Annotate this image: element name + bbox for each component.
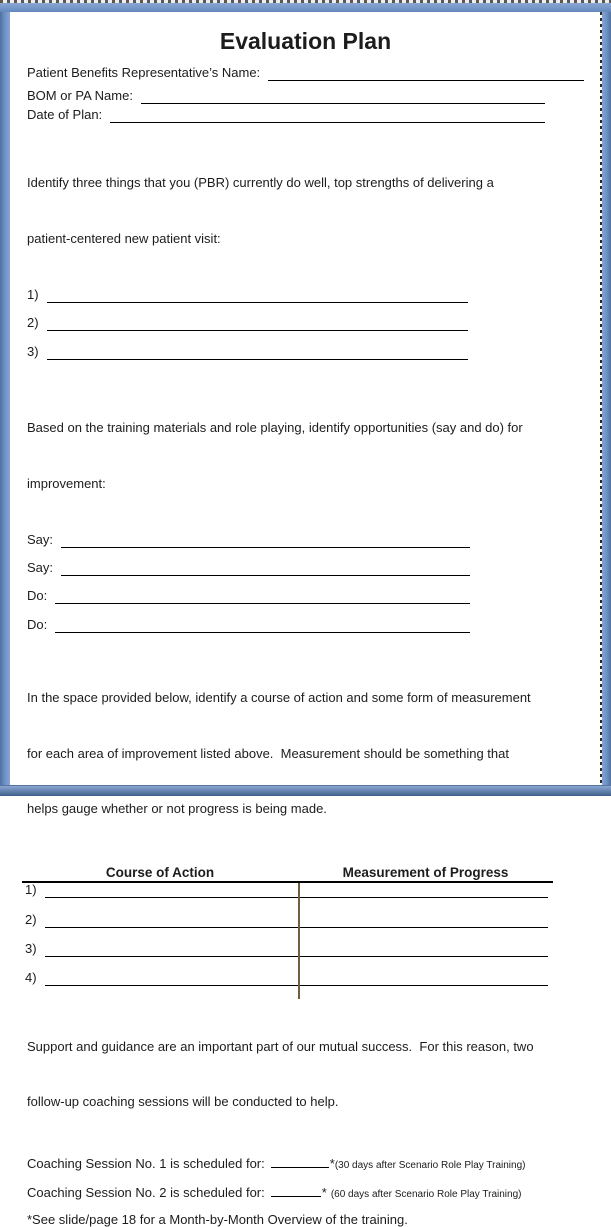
page-border-right: [602, 3, 611, 796]
input-line[interactable]: [141, 103, 545, 104]
column-header-course-of-action: Course of Action: [105, 864, 215, 880]
footnote: *See slide/page 18 for a Month-by-Month Overview of the training.: [27, 1211, 408, 1227]
page-title: Evaluation Plan: [219, 28, 392, 54]
strength-row-1: [27, 285, 584, 303]
input-line[interactable]: [271, 1182, 321, 1197]
input-line[interactable]: [110, 122, 545, 123]
input-line[interactable]: [47, 302, 468, 303]
action-plan-intro: [27, 652, 584, 856]
action-table-row-4: [22, 971, 553, 986]
improvement-list: [27, 530, 584, 633]
do-row-1: [27, 586, 584, 604]
column-header-measurement: Measurement of Progress: [342, 864, 509, 880]
input-line[interactable]: [61, 575, 470, 576]
document-content: [10, 12, 602, 1227]
row-number: 3): [27, 344, 39, 359]
field-row-date: [27, 104, 584, 123]
say-row-2: [27, 558, 584, 576]
page-border-top: [0, 3, 611, 12]
prompt-line: follow-up coaching sessions will be conducted to help.: [27, 1094, 339, 1109]
row-label: Do:: [27, 588, 48, 603]
strength-row-3: [27, 342, 584, 360]
prompt-line: In the space provided below, identify a course of action and some form of measurement: [27, 690, 531, 705]
prompt-line: helps gauge whether or not progress is being made.: [27, 801, 327, 816]
prompt-line: Based on the training materials and role playing, identify opportunities (say and do) for: [27, 420, 523, 435]
action-table-header: [22, 865, 553, 883]
coaching-session-2-row: [27, 1182, 584, 1203]
coaching-session-1-row: [27, 1153, 584, 1174]
row-label: Do:: [27, 617, 48, 632]
session-label: Coaching Session No. 2 is scheduled for:: [27, 1184, 265, 1200]
prompt-line: patient-centered new patient visit:: [27, 230, 221, 246]
say-row-1: [27, 530, 584, 548]
asterisk: *: [329, 1155, 335, 1171]
session-note: (60 days after Scenario Role Play Training): [330, 1188, 522, 1200]
field-row-bom-name: [27, 81, 584, 104]
row-number: 1): [25, 881, 37, 897]
action-table-row-3: [22, 942, 553, 957]
input-line[interactable]: [47, 359, 468, 360]
action-table-row-1: [22, 883, 553, 898]
input-line[interactable]: [268, 80, 584, 81]
input-line[interactable]: [55, 632, 470, 633]
prompt-line: Identify three things that you (PBR) currently do well, top strengths of delivering a: [27, 175, 494, 190]
input-line[interactable]: [45, 927, 548, 928]
row-number: 2): [25, 911, 37, 927]
strengths-prompt: [27, 137, 584, 285]
row-label: Say:: [27, 560, 54, 575]
prompt-line: Support and guidance are an important part of our mutual success. For this reason, two: [27, 1038, 534, 1054]
strength-row-2: [27, 313, 584, 331]
coaching-intro: [27, 1001, 584, 1149]
field-label: BOM or PA Name:: [27, 88, 133, 103]
input-line[interactable]: [45, 897, 548, 898]
strengths-list: [27, 285, 584, 360]
session-label: Coaching Session No. 1 is scheduled for:: [27, 1155, 265, 1171]
asterisk: *: [321, 1184, 327, 1200]
do-row-2: [27, 615, 584, 633]
input-line[interactable]: [271, 1153, 329, 1168]
action-table-row-2: [22, 913, 553, 928]
row-label: Say:: [27, 532, 54, 547]
row-number: 2): [27, 315, 39, 330]
improvement-prompt: [27, 382, 584, 530]
input-line[interactable]: [45, 956, 548, 957]
field-label: Date of Plan:: [27, 107, 103, 122]
row-number: 4): [25, 969, 37, 985]
field-row-pbr-name: [27, 59, 584, 81]
action-table: [22, 865, 553, 986]
prompt-line: improvement:: [27, 475, 106, 491]
session-note: (30 days after Scenario Role Play Training): [334, 1159, 526, 1171]
input-line[interactable]: [61, 547, 470, 548]
input-line[interactable]: [55, 603, 470, 604]
input-line[interactable]: [45, 985, 548, 986]
field-label: Patient Benefits Representative’s Name:: [27, 65, 261, 80]
table-column-divider: [298, 883, 300, 999]
prompt-line: for each area of improvement listed above. Measurement should be something that: [27, 745, 509, 761]
page-border-left: [0, 3, 10, 796]
row-number: 1): [27, 287, 39, 302]
input-line[interactable]: [47, 330, 468, 331]
row-number: 3): [25, 940, 37, 956]
